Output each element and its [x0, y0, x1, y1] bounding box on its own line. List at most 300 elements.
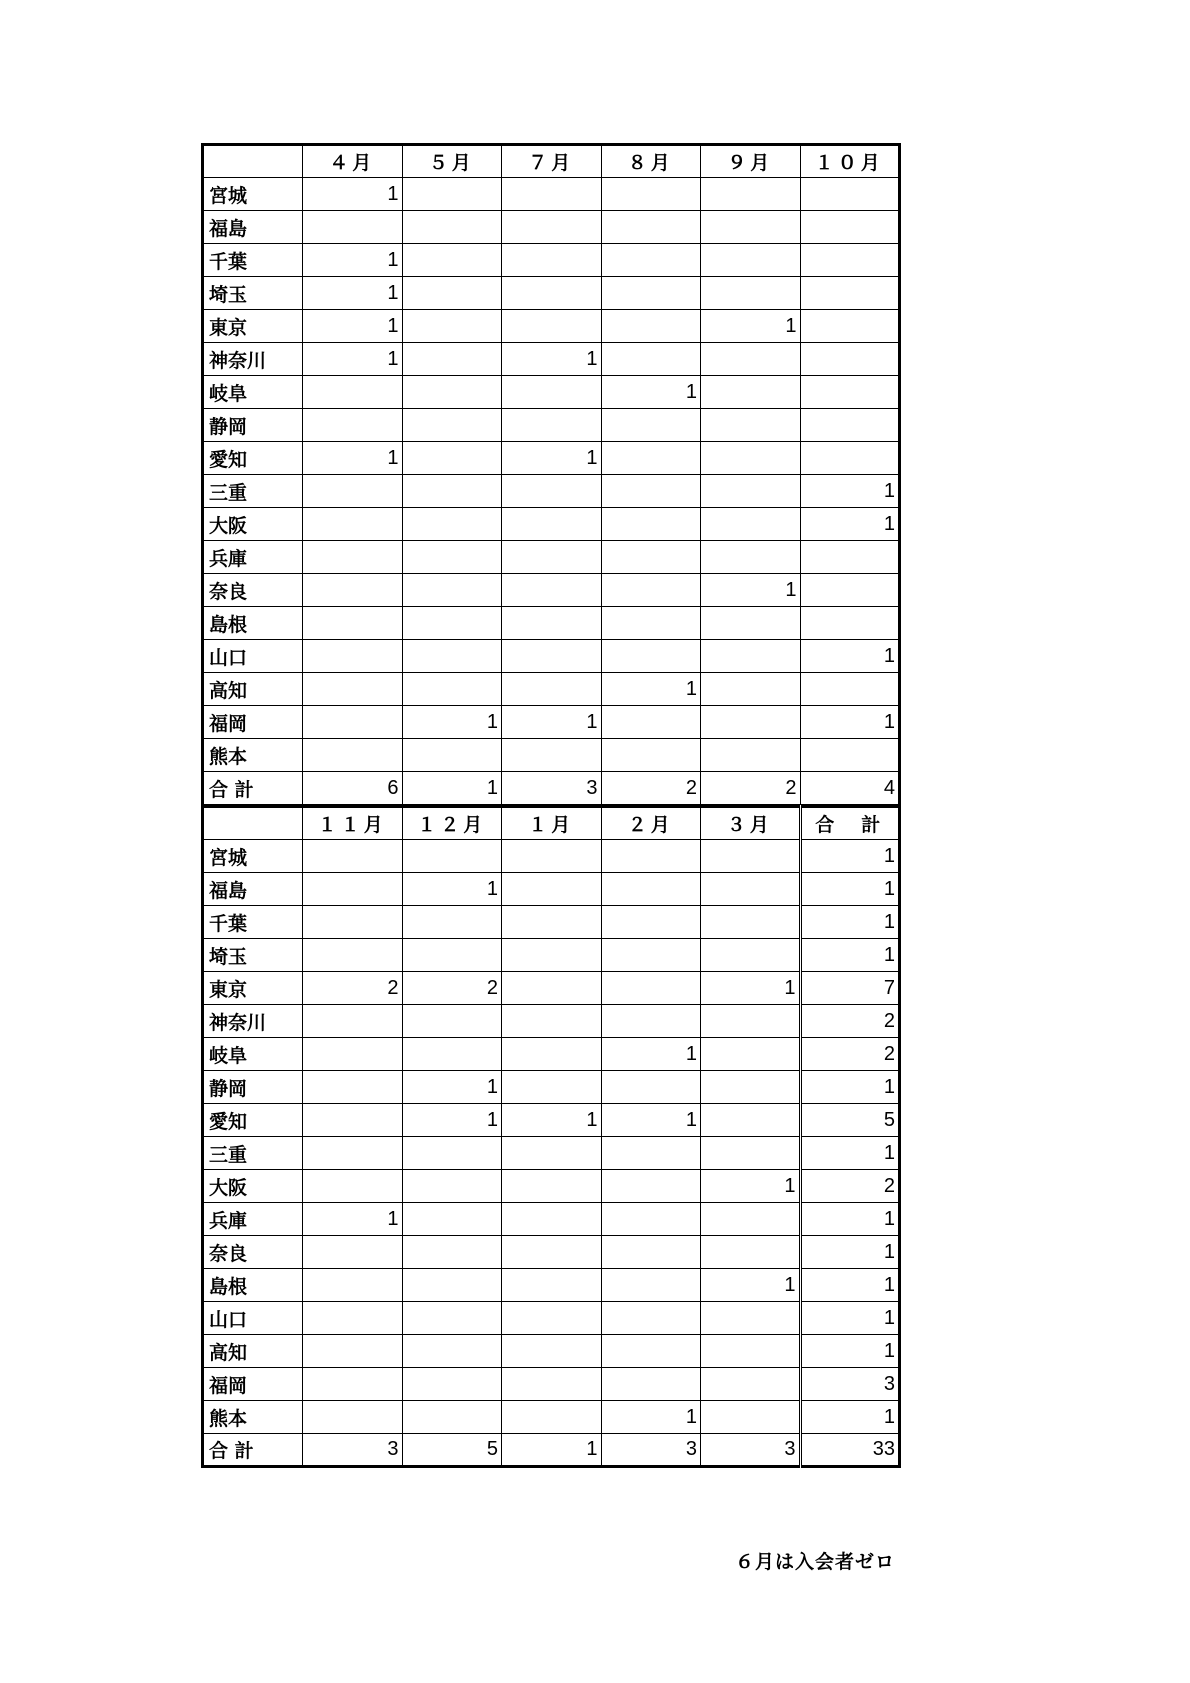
- count-cell: [502, 376, 602, 409]
- count-cell: 1: [601, 1038, 701, 1071]
- count-cell: [502, 1203, 602, 1236]
- count-cell: [701, 409, 801, 442]
- count-cell: [701, 1038, 801, 1071]
- count-cell: [601, 607, 701, 640]
- count-cell: 1: [502, 343, 602, 376]
- count-cell: [800, 409, 900, 442]
- count-cell: [601, 211, 701, 244]
- count-cell: [701, 1071, 801, 1104]
- column-header: １２月: [402, 807, 502, 840]
- count-cell: [402, 1302, 502, 1335]
- count-cell: [402, 277, 502, 310]
- count-cell: [601, 706, 701, 739]
- count-cell: [701, 1137, 801, 1170]
- count-cell: 2: [800, 1038, 900, 1071]
- table-row: [203, 1335, 900, 1368]
- count-cell: [502, 1038, 602, 1071]
- count-cell: [402, 508, 502, 541]
- count-cell: [303, 376, 403, 409]
- count-cell: [701, 673, 801, 706]
- table-row: [203, 1401, 900, 1434]
- count-cell: [502, 1071, 602, 1104]
- count-cell: 3: [601, 1434, 701, 1467]
- count-cell: [502, 508, 602, 541]
- count-cell: [601, 277, 701, 310]
- count-cell: [502, 1269, 602, 1302]
- table-row: [203, 706, 900, 739]
- table-april-october: [201, 143, 901, 805]
- table-row: [203, 1236, 900, 1269]
- count-cell: [303, 1104, 403, 1137]
- count-cell: [402, 343, 502, 376]
- table-row: [203, 673, 900, 706]
- membership-sheet: [201, 143, 898, 1468]
- table-row: [203, 1434, 900, 1467]
- prefecture-label: 東京: [203, 310, 303, 343]
- count-cell: 1: [303, 244, 403, 277]
- count-cell: 1: [800, 906, 900, 939]
- count-cell: [701, 244, 801, 277]
- count-cell: 1: [701, 310, 801, 343]
- count-cell: [701, 640, 801, 673]
- count-cell: [402, 840, 502, 873]
- count-cell: [402, 673, 502, 706]
- count-cell: 1: [303, 178, 403, 211]
- count-cell: 1: [800, 840, 900, 873]
- count-cell: [701, 475, 801, 508]
- count-cell: [701, 906, 801, 939]
- count-cell: 1: [800, 508, 900, 541]
- count-cell: 1: [402, 706, 502, 739]
- table-row: [203, 607, 900, 640]
- count-cell: [402, 1368, 502, 1401]
- count-cell: 2: [701, 772, 801, 805]
- count-cell: [402, 244, 502, 277]
- count-cell: [502, 409, 602, 442]
- count-cell: [303, 541, 403, 574]
- count-cell: 1: [701, 574, 801, 607]
- prefecture-label: 福島: [203, 211, 303, 244]
- prefecture-label: 東京: [203, 972, 303, 1005]
- prefecture-label: 高知: [203, 673, 303, 706]
- count-cell: 1: [701, 1269, 801, 1302]
- count-cell: [502, 244, 602, 277]
- count-cell: [303, 840, 403, 873]
- prefecture-label: 三重: [203, 475, 303, 508]
- count-cell: [701, 1203, 801, 1236]
- table-row: [203, 640, 900, 673]
- count-cell: 1: [502, 442, 602, 475]
- prefecture-label: 岐阜: [203, 1038, 303, 1071]
- count-cell: 1: [402, 873, 502, 906]
- count-cell: [502, 739, 602, 772]
- table-row: [203, 1005, 900, 1038]
- table-row: [203, 1368, 900, 1401]
- count-cell: 1: [303, 343, 403, 376]
- table-row: [203, 211, 900, 244]
- count-cell: [502, 1335, 602, 1368]
- prefecture-label: 島根: [203, 607, 303, 640]
- count-cell: [502, 607, 602, 640]
- table-row: [203, 906, 900, 939]
- count-cell: 1: [303, 442, 403, 475]
- prefecture-label: 兵庫: [203, 1203, 303, 1236]
- count-cell: 1: [800, 1137, 900, 1170]
- table-row: [203, 376, 900, 409]
- count-cell: [502, 541, 602, 574]
- count-cell: [402, 906, 502, 939]
- count-cell: 2: [601, 772, 701, 805]
- count-cell: [402, 475, 502, 508]
- count-cell: [701, 939, 801, 972]
- table-row: [203, 244, 900, 277]
- header-corner: [203, 145, 303, 178]
- count-cell: [601, 972, 701, 1005]
- count-cell: [701, 508, 801, 541]
- count-cell: [601, 840, 701, 873]
- count-cell: 1: [502, 1104, 602, 1137]
- count-cell: 1: [402, 1104, 502, 1137]
- count-cell: 1: [303, 1203, 403, 1236]
- count-cell: 1: [800, 1335, 900, 1368]
- count-cell: [303, 739, 403, 772]
- count-cell: [402, 607, 502, 640]
- count-cell: 1: [800, 1236, 900, 1269]
- table-row: [203, 409, 900, 442]
- count-cell: [701, 1368, 801, 1401]
- count-cell: [701, 1005, 801, 1038]
- count-cell: [303, 211, 403, 244]
- count-cell: [601, 1005, 701, 1038]
- count-cell: [402, 1038, 502, 1071]
- count-cell: [303, 1005, 403, 1038]
- count-cell: 1: [502, 706, 602, 739]
- count-cell: [502, 1137, 602, 1170]
- count-cell: [502, 1401, 602, 1434]
- table-row: [203, 1302, 900, 1335]
- count-cell: [502, 1302, 602, 1335]
- count-cell: 3: [303, 1434, 403, 1467]
- count-cell: [502, 178, 602, 211]
- count-cell: [800, 211, 900, 244]
- count-cell: [303, 1401, 403, 1434]
- table-header: [203, 807, 900, 840]
- count-cell: [402, 1137, 502, 1170]
- count-cell: 2: [800, 1170, 900, 1203]
- count-cell: [800, 178, 900, 211]
- count-cell: [800, 310, 900, 343]
- count-cell: 1: [800, 1203, 900, 1236]
- count-cell: [800, 739, 900, 772]
- count-cell: [601, 1269, 701, 1302]
- count-cell: [701, 541, 801, 574]
- count-cell: [800, 244, 900, 277]
- table-row: [203, 772, 900, 805]
- count-cell: 1: [601, 673, 701, 706]
- count-cell: 33: [800, 1434, 900, 1467]
- prefecture-label: 島根: [203, 1269, 303, 1302]
- count-cell: [601, 906, 701, 939]
- count-cell: 1: [800, 1071, 900, 1104]
- count-cell: 1: [800, 1401, 900, 1434]
- table-row: [203, 1104, 900, 1137]
- count-cell: [402, 939, 502, 972]
- table-body: [203, 840, 900, 1467]
- count-cell: [701, 376, 801, 409]
- count-cell: [303, 574, 403, 607]
- count-cell: [601, 343, 701, 376]
- count-cell: [402, 376, 502, 409]
- count-cell: [303, 706, 403, 739]
- table-row: [203, 1137, 900, 1170]
- table-row: [203, 1170, 900, 1203]
- count-cell: [303, 508, 403, 541]
- count-cell: [800, 376, 900, 409]
- count-cell: [601, 1302, 701, 1335]
- count-cell: [601, 1236, 701, 1269]
- header-row: [203, 145, 900, 178]
- count-cell: 2: [303, 972, 403, 1005]
- count-cell: [800, 343, 900, 376]
- count-cell: [502, 211, 602, 244]
- count-cell: 7: [800, 972, 900, 1005]
- table-row: [203, 343, 900, 376]
- count-cell: 2: [402, 972, 502, 1005]
- count-cell: [303, 673, 403, 706]
- count-cell: [701, 607, 801, 640]
- prefecture-label: 宮城: [203, 840, 303, 873]
- count-cell: [601, 178, 701, 211]
- count-cell: [502, 1368, 602, 1401]
- count-cell: [800, 442, 900, 475]
- column-header: ７月: [502, 145, 602, 178]
- table-row: [203, 873, 900, 906]
- count-cell: [402, 1269, 502, 1302]
- count-cell: [601, 873, 701, 906]
- prefecture-label: 宮城: [203, 178, 303, 211]
- table-row: [203, 840, 900, 873]
- column-header: 合 計: [800, 807, 900, 840]
- count-cell: [800, 541, 900, 574]
- count-cell: [601, 1137, 701, 1170]
- count-cell: 1: [701, 972, 801, 1005]
- prefecture-label: 静岡: [203, 409, 303, 442]
- count-cell: [502, 972, 602, 1005]
- header-corner: [203, 807, 303, 840]
- prefecture-label: 神奈川: [203, 1005, 303, 1038]
- column-header: １１月: [303, 807, 403, 840]
- count-cell: 1: [601, 376, 701, 409]
- count-cell: [601, 939, 701, 972]
- count-cell: [701, 739, 801, 772]
- table-row: [203, 277, 900, 310]
- count-cell: [701, 178, 801, 211]
- column-header: ８月: [601, 145, 701, 178]
- count-cell: 1: [402, 772, 502, 805]
- count-cell: [701, 1236, 801, 1269]
- prefecture-label: 福岡: [203, 706, 303, 739]
- count-cell: [601, 475, 701, 508]
- count-cell: [303, 939, 403, 972]
- prefecture-label: 奈良: [203, 574, 303, 607]
- table-row: [203, 1071, 900, 1104]
- count-cell: [303, 1269, 403, 1302]
- count-cell: [502, 939, 602, 972]
- prefecture-label: 奈良: [203, 1236, 303, 1269]
- table-row: [203, 1038, 900, 1071]
- count-cell: [402, 1335, 502, 1368]
- count-cell: [701, 840, 801, 873]
- count-cell: 5: [402, 1434, 502, 1467]
- count-cell: [402, 1170, 502, 1203]
- count-cell: 1: [502, 1434, 602, 1467]
- prefecture-label: 愛知: [203, 1104, 303, 1137]
- count-cell: [800, 277, 900, 310]
- count-cell: [601, 1071, 701, 1104]
- count-cell: [800, 673, 900, 706]
- prefecture-label: 静岡: [203, 1071, 303, 1104]
- count-cell: 3: [800, 1368, 900, 1401]
- count-cell: [701, 873, 801, 906]
- count-cell: 2: [800, 1005, 900, 1038]
- count-cell: [502, 840, 602, 873]
- prefecture-label: 福島: [203, 873, 303, 906]
- count-cell: [601, 574, 701, 607]
- count-cell: 1: [800, 1302, 900, 1335]
- prefecture-label: 大阪: [203, 508, 303, 541]
- prefecture-label: 岐阜: [203, 376, 303, 409]
- count-cell: [303, 1170, 403, 1203]
- table-november-march-total: [201, 805, 901, 1468]
- count-cell: [303, 1137, 403, 1170]
- prefecture-label: 埼玉: [203, 939, 303, 972]
- count-cell: [502, 1005, 602, 1038]
- count-cell: [402, 211, 502, 244]
- table-body: [203, 178, 900, 805]
- count-cell: [701, 1335, 801, 1368]
- table-row: [203, 475, 900, 508]
- count-cell: 1: [601, 1104, 701, 1137]
- count-cell: [303, 1038, 403, 1071]
- prefecture-label: 愛知: [203, 442, 303, 475]
- count-cell: [701, 211, 801, 244]
- count-cell: [601, 442, 701, 475]
- column-header: ４月: [303, 145, 403, 178]
- count-cell: [402, 1236, 502, 1269]
- count-cell: 1: [800, 640, 900, 673]
- count-cell: 6: [303, 772, 403, 805]
- column-header: ５月: [402, 145, 502, 178]
- prefecture-label: 埼玉: [203, 277, 303, 310]
- count-cell: [303, 607, 403, 640]
- count-cell: [402, 640, 502, 673]
- count-cell: [502, 640, 602, 673]
- column-header: １月: [502, 807, 602, 840]
- count-cell: [402, 178, 502, 211]
- count-cell: [502, 906, 602, 939]
- count-cell: [303, 873, 403, 906]
- table-row: [203, 574, 900, 607]
- count-cell: 3: [502, 772, 602, 805]
- count-cell: [402, 574, 502, 607]
- table-row: [203, 739, 900, 772]
- count-cell: 1: [303, 277, 403, 310]
- table-row: [203, 939, 900, 972]
- table-row: [203, 310, 900, 343]
- prefecture-label: 熊本: [203, 739, 303, 772]
- count-cell: [601, 310, 701, 343]
- count-cell: [402, 541, 502, 574]
- prefecture-label: 合 計: [203, 1434, 303, 1467]
- count-cell: [303, 906, 403, 939]
- count-cell: [701, 1401, 801, 1434]
- count-cell: [303, 409, 403, 442]
- count-cell: [303, 640, 403, 673]
- count-cell: 1: [601, 1401, 701, 1434]
- count-cell: 4: [800, 772, 900, 805]
- prefecture-label: 合 計: [203, 772, 303, 805]
- table-row: [203, 1269, 900, 1302]
- count-cell: [402, 1005, 502, 1038]
- count-cell: [701, 343, 801, 376]
- count-cell: 1: [303, 310, 403, 343]
- column-header: ９月: [701, 145, 801, 178]
- table-row: [203, 972, 900, 1005]
- count-cell: [502, 277, 602, 310]
- table-row: [203, 442, 900, 475]
- prefecture-label: 高知: [203, 1335, 303, 1368]
- prefecture-label: 千葉: [203, 244, 303, 277]
- count-cell: 1: [800, 939, 900, 972]
- header-row: [203, 807, 900, 840]
- count-cell: [502, 1170, 602, 1203]
- count-cell: [800, 607, 900, 640]
- count-cell: [502, 873, 602, 906]
- count-cell: [502, 574, 602, 607]
- count-cell: [502, 475, 602, 508]
- count-cell: [601, 541, 701, 574]
- count-cell: [402, 442, 502, 475]
- count-cell: [502, 673, 602, 706]
- count-cell: [601, 739, 701, 772]
- count-cell: [402, 739, 502, 772]
- count-cell: [701, 277, 801, 310]
- count-cell: 5: [800, 1104, 900, 1137]
- count-cell: [303, 1071, 403, 1104]
- footnote: ６月は入会者ゼロ: [734, 1551, 895, 1573]
- column-header: ３月: [701, 807, 801, 840]
- count-cell: [502, 1236, 602, 1269]
- count-cell: [402, 310, 502, 343]
- count-cell: [303, 475, 403, 508]
- count-cell: [402, 1401, 502, 1434]
- count-cell: [701, 442, 801, 475]
- count-cell: [303, 1368, 403, 1401]
- prefecture-label: 兵庫: [203, 541, 303, 574]
- table-row: [203, 178, 900, 211]
- count-cell: 1: [800, 873, 900, 906]
- prefecture-label: 神奈川: [203, 343, 303, 376]
- count-cell: [502, 310, 602, 343]
- count-cell: [701, 1302, 801, 1335]
- count-cell: 1: [701, 1170, 801, 1203]
- count-cell: [601, 244, 701, 277]
- prefecture-label: 熊本: [203, 1401, 303, 1434]
- prefecture-label: 千葉: [203, 906, 303, 939]
- count-cell: 3: [701, 1434, 801, 1467]
- count-cell: [701, 706, 801, 739]
- count-cell: [601, 1203, 701, 1236]
